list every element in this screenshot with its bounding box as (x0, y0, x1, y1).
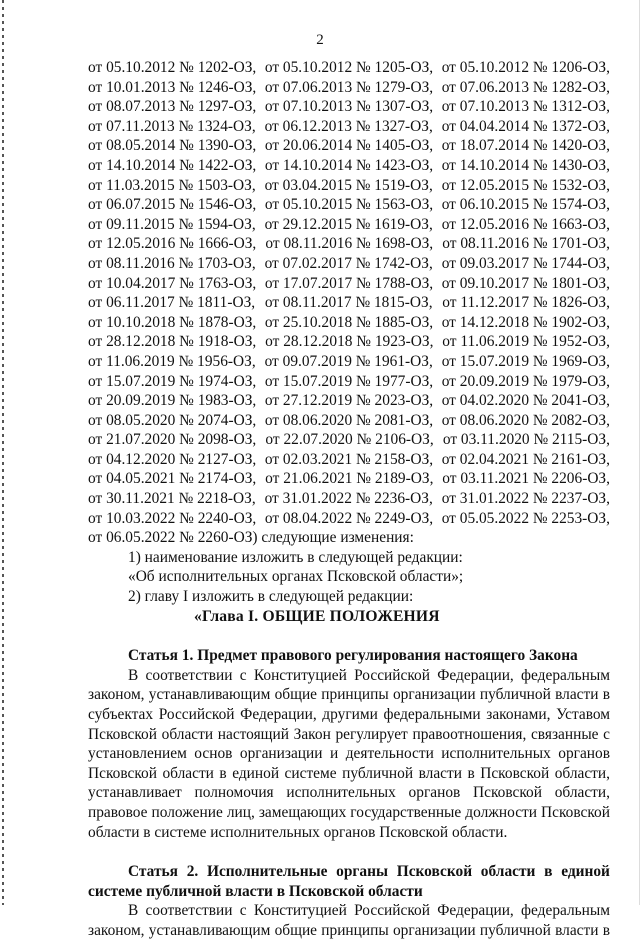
law-reference: от 10.01.2013 № 1246-ОЗ, (88, 78, 257, 96)
document-page (88, 58, 610, 941)
paragraph-line-text: субъектах Российской Федерации, другими федеральными законами, Уставом (88, 706, 610, 723)
paragraph-line (88, 803, 610, 823)
law-reference: от 07.06.2013 № 1279-ОЗ, (264, 78, 434, 96)
law-reference-line (88, 215, 610, 235)
law-reference: от 06.07.2015 № 1546-ОЗ, (88, 196, 257, 214)
law-reference: от 05.10.2012 № 1205-ОЗ, (264, 59, 434, 76)
law-reference: от 03.11.2021 № 2206-ОЗ, (442, 470, 610, 488)
law-reference: от 08.07.2013 № 1297-ОЗ, (88, 98, 257, 116)
law-reference: от 22.07.2020 № 2106-ОЗ, (265, 431, 434, 449)
law-reference-line (88, 78, 610, 98)
law-reference: от 08.06.2020 № 2081-ОЗ, (264, 411, 434, 429)
law-reference-line (88, 509, 610, 529)
law-reference: от 09.07.2019 № 1961-ОЗ, (264, 352, 433, 370)
paragraph-line-text: Псковской области в единой системе публичной власти в Псковской области, (88, 764, 610, 782)
law-reference: от 07.02.2017 № 1742-ОЗ, (264, 254, 433, 272)
paragraph-line-text: Псковской области настоящий Закон регулирует правоотношения, связанные с (88, 725, 610, 743)
paragraph-line-text: В соответствии с Конституцией Российской Федерации, федеральным (128, 902, 610, 920)
title-word: Исполнительные (207, 863, 328, 881)
law-reference: от 05.10.2012 № 1202-ОЗ, (88, 59, 257, 76)
law-reference: от 07.10.2013 № 1312-ОЗ, (441, 98, 610, 116)
paragraph-line-text: В соответствии с Конституцией Российской Федерации, федеральным (128, 666, 610, 684)
law-reference: от 08.11.2017 № 1815-ОЗ, (264, 294, 433, 312)
law-reference: от 03.04.2015 № 1519-ОЗ, (264, 176, 433, 194)
law-reference: от 15.07.2019 № 1974-ОЗ, (88, 372, 257, 390)
amendment-1-text: «Об исполнительных органах Псковской области»; (128, 568, 464, 586)
law-reference: от 08.05.2020 № 2074-ОЗ, (88, 411, 257, 429)
law-reference: от 07.10.2013 № 1307-ОЗ, (264, 98, 434, 116)
article-2-title-line2: системе публичной власти в Псковской области (88, 882, 423, 900)
law-reference: от 30.11.2021 № 2218-ОЗ, (88, 490, 256, 508)
paragraph-line (88, 921, 610, 941)
law-reference-line (88, 156, 610, 176)
law-reference: от 02.04.2021 № 2161-ОЗ, (441, 450, 610, 468)
article-1-last-line: области в системе исполнительных органов Псковской области. (88, 823, 508, 841)
law-reference: от 11.03.2015 № 1503-ОЗ, (88, 176, 256, 194)
law-reference: от 04.05.2021 № 2174-ОЗ, (88, 470, 257, 488)
law-reference-line (88, 274, 610, 294)
law-reference: от 04.02.2020 № 2041-ОЗ, (441, 392, 610, 410)
law-reference-line (88, 254, 610, 274)
law-reference-line (88, 136, 610, 156)
law-reference: от 31.01.2022 № 2237-ОЗ, (441, 490, 610, 508)
law-reference: от 20.06.2014 № 1405-ОЗ, (264, 137, 434, 155)
article-1-title: Статья 1. Предмет правового регулирования настоящего Закона (128, 647, 578, 665)
law-reference: от 18.07.2014 № 1420-ОЗ, (441, 137, 610, 155)
law-reference: от 21.06.2021 № 2189-ОЗ, (265, 470, 434, 488)
law-reference-line (88, 97, 610, 117)
paragraph-line (88, 666, 610, 686)
law-reference-line (88, 332, 610, 352)
paragraph-line (88, 744, 610, 764)
title-word: единой (561, 863, 610, 881)
amendment-2: 2) главу I изложить в следующей редакции: (128, 588, 414, 606)
law-reference: от 06.11.2017 № 1811-ОЗ, (88, 294, 256, 312)
law-reference: от 08.05.2014 № 1390-ОЗ, (88, 137, 257, 155)
title-word: органы (336, 863, 388, 881)
paragraph-line-text: устанавливает полномочия исполнительных органов Псковской области, (88, 784, 610, 802)
law-reference: от 06.12.2013 № 1327-ОЗ, (264, 117, 433, 135)
title-word: области (480, 863, 536, 881)
law-reference: от 20.09.2019 № 1979-ОЗ, (441, 372, 610, 390)
law-reference-line (88, 352, 610, 372)
law-list (88, 58, 610, 528)
paragraph-line (88, 725, 610, 745)
law-reference: от 10.10.2018 № 1878-ОЗ, (88, 313, 257, 331)
law-reference: от 07.11.2013 № 1324-ОЗ, (88, 117, 256, 135)
law-reference: от 14.10.2014 № 1423-ОЗ, (264, 156, 434, 174)
law-reference: от 14.12.2018 № 1902-ОЗ, (441, 313, 610, 331)
paragraph-line (88, 783, 610, 803)
article-1-body (88, 666, 610, 823)
law-list-last-line: от 06.05.2022 № 2260-ОЗ) следующие изменения: (88, 529, 414, 547)
law-reference-line (88, 469, 610, 489)
law-reference: от 31.01.2022 № 2236-ОЗ, (264, 490, 433, 508)
law-reference-line (88, 450, 610, 470)
law-reference: от 21.07.2020 № 2098-ОЗ, (88, 431, 257, 449)
law-reference: от 12.05.2016 № 1666-ОЗ, (88, 235, 257, 253)
law-reference-line (88, 430, 610, 450)
law-reference: от 05.10.2012 № 1206-ОЗ, (441, 59, 610, 76)
chapter-title: «Глава I. ОБЩИЕ ПОЛОЖЕНИЯ (194, 607, 440, 625)
law-reference: от 03.11.2020 № 2115-ОЗ, (442, 431, 610, 449)
law-reference-line (88, 372, 610, 392)
law-reference: от 04.12.2020 № 2127-ОЗ, (88, 450, 257, 468)
law-reference: от 20.09.2019 № 1983-ОЗ, (88, 392, 257, 410)
law-reference-line (88, 195, 610, 215)
law-reference: от 12.05.2015 № 1532-ОЗ, (441, 176, 610, 194)
law-reference: от 10.04.2017 № 1763-ОЗ, (88, 274, 257, 292)
law-reference: от 15.07.2019 № 1977-ОЗ, (264, 372, 434, 390)
law-reference: от 06.10.2015 № 1574-ОЗ, (441, 196, 610, 214)
law-reference: от 08.06.2020 № 2082-ОЗ, (441, 411, 610, 429)
law-reference: от 10.03.2022 № 2240-ОЗ, (88, 509, 257, 527)
law-reference-line (88, 293, 610, 313)
law-reference-line (88, 391, 610, 411)
law-reference: от 05.10.2015 № 1563-ОЗ, (264, 196, 434, 214)
title-word: Статья (128, 863, 178, 881)
law-reference-line (88, 313, 610, 333)
paragraph-line (88, 685, 610, 705)
paragraph-line (88, 764, 610, 784)
law-reference: от 25.10.2018 № 1885-ОЗ, (264, 313, 434, 331)
law-reference: от 09.11.2015 № 1594-ОЗ, (88, 215, 256, 233)
law-reference-line (88, 58, 610, 78)
title-word: 2. (186, 863, 199, 881)
law-reference: от 09.03.2017 № 1744-ОЗ, (441, 254, 610, 272)
law-reference-line (88, 411, 610, 431)
article-2-body (88, 901, 610, 940)
paragraph-line-text: правовое положение лиц, замещающих государственные должности Псковской (88, 803, 610, 821)
paragraph-line (88, 901, 610, 921)
scan-left-edge (2, 0, 4, 905)
law-reference: от 07.06.2013 № 1282-ОЗ, (441, 78, 610, 96)
law-reference: от 08.11.2016 № 1703-ОЗ, (88, 254, 256, 272)
law-reference: от 15.07.2019 № 1969-ОЗ, (441, 352, 610, 370)
law-reference: от 08.04.2022 № 2249-ОЗ, (264, 509, 434, 527)
law-reference: от 11.12.2017 № 1826-ОЗ, (442, 294, 610, 312)
law-reference-line (88, 234, 610, 254)
law-reference-line (88, 176, 610, 196)
law-reference: от 11.06.2019 № 1952-ОЗ, (442, 333, 610, 351)
law-reference: от 08.11.2016 № 1701-ОЗ, (442, 235, 610, 253)
law-reference: от 29.12.2015 № 1619-ОЗ, (264, 215, 433, 233)
paragraph-line-text: законом, устанавливающим общие принципы организации публичной власти в (88, 921, 610, 939)
law-reference: от 28.12.2018 № 1918-ОЗ, (88, 333, 257, 351)
page-number: 2 (316, 32, 324, 48)
law-reference: от 27.12.2019 № 2023-ОЗ, (264, 392, 434, 410)
paragraph-line (88, 705, 610, 725)
law-reference: от 02.03.2021 № 2158-ОЗ, (264, 450, 434, 468)
law-reference: от 28.12.2018 № 1923-ОЗ, (265, 333, 434, 351)
law-reference: от 05.05.2022 № 2253-ОЗ, (441, 509, 610, 527)
law-reference: от 14.10.2014 № 1422-ОЗ, (88, 156, 257, 174)
title-word: в (544, 863, 553, 881)
article-2-title (88, 862, 610, 882)
law-reference: от 11.06.2019 № 1956-ОЗ, (88, 352, 256, 370)
amendment-1: 1) наименование изложить в следующей редакции: (128, 548, 463, 566)
title-word: Псковской (396, 863, 473, 881)
law-reference-line (88, 489, 610, 509)
law-reference: от 17.07.2017 № 1788-ОЗ, (264, 274, 434, 292)
law-reference: от 14.10.2014 № 1430-ОЗ, (441, 156, 610, 174)
law-reference: от 12.05.2016 № 1663-ОЗ, (441, 215, 610, 233)
law-reference: от 09.10.2017 № 1801-ОЗ, (441, 274, 610, 292)
law-reference: от 08.11.2016 № 1698-ОЗ, (265, 235, 434, 253)
paragraph-line-text: законом, устанавливающим общие принципы организации публичной власти в (88, 686, 610, 704)
law-reference-line (88, 117, 610, 137)
paragraph-line-text: установлением основ организации и деятельности исполнительных органов (88, 745, 610, 763)
law-reference: от 04.04.2014 № 1372-ОЗ, (441, 117, 610, 135)
